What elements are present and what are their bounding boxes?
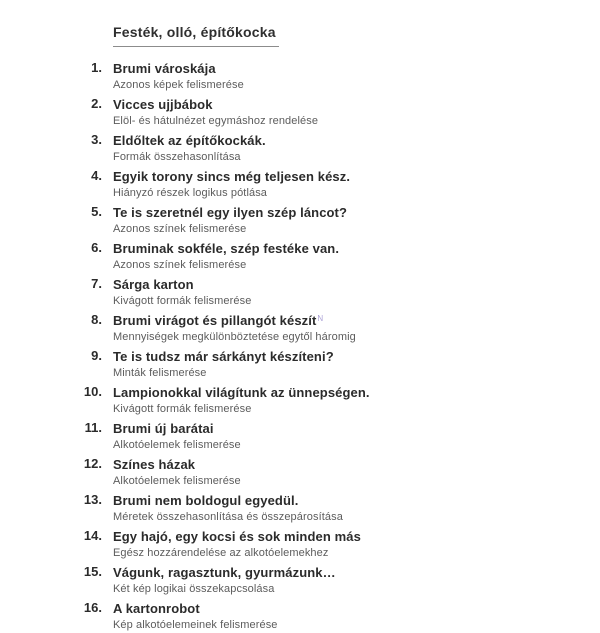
item-title: Te is szeretnél egy ilyen szép láncot?: [113, 205, 348, 220]
item-title-line: [113, 132, 266, 149]
item-title-line: [113, 528, 361, 545]
item-body: [113, 168, 600, 201]
item-title: Egyik torony sincs még teljesen kész.: [113, 169, 351, 184]
item-title: Sárga karton: [113, 277, 194, 292]
item-number: 12.: [83, 456, 102, 471]
toc-list: [0, 60, 600, 633]
item-subtitle: Egész hozzárendelése az alkotóelemekhez: [113, 547, 329, 559]
item-subtitle: Elöl- és hátulnézet egymáshoz rendelése: [113, 115, 319, 127]
toc-item: [0, 348, 600, 381]
item-title: Bruminak sokféle, szép festéke van.: [113, 241, 340, 256]
item-number: 1.: [91, 60, 102, 75]
item-subtitle: Hiányzó részek logikus pótlása: [113, 187, 268, 199]
item-title-line: [113, 348, 334, 365]
item-title: Brumi virágot és pillangót készít: [113, 313, 317, 328]
item-number: 5.: [91, 204, 102, 219]
item-body: [113, 384, 600, 417]
item-subtitle: Azonos színek felismerése: [113, 223, 247, 235]
toc-item: [0, 564, 600, 597]
item-title-line: [113, 456, 195, 473]
item-body: [113, 456, 600, 489]
toc-item: [0, 204, 600, 237]
item-title: Vicces ujjbábok: [113, 97, 213, 112]
item-number: 4.: [91, 168, 102, 183]
item-title: Vágunk, ragasztunk, gyurmázunk…: [113, 565, 336, 580]
item-number: 9.: [91, 348, 102, 363]
item-subtitle: Alkotóelemek felismerése: [113, 475, 241, 487]
item-subtitle: Alkotóelemek felismerése: [113, 439, 241, 451]
item-body: [113, 420, 600, 453]
page-title: Festék, olló, építőkocka: [113, 24, 279, 47]
item-number: 11.: [84, 420, 102, 435]
item-subtitle: Kivágott formák felismerése: [113, 295, 252, 307]
item-subtitle: Formák összehasonlítása: [113, 151, 241, 163]
toc-item: [0, 492, 600, 525]
item-body: [113, 348, 600, 381]
item-title: Színes házak: [113, 457, 196, 472]
item-subtitle: Kép alkotóelemeinek felismerése: [113, 619, 278, 631]
item-body: [113, 492, 600, 525]
item-title: Te is tudsz már sárkányt készíteni?: [113, 349, 334, 364]
item-body: [113, 204, 600, 237]
item-body: [113, 600, 600, 633]
item-body: [113, 60, 600, 93]
item-body: [113, 312, 600, 345]
item-title: Brumi városkája: [113, 61, 216, 76]
item-title-line: [113, 420, 214, 437]
toc-item: [0, 240, 600, 273]
item-subtitle: Minták felismerése: [113, 367, 207, 379]
item-title-line: [113, 276, 194, 293]
item-subtitle: Kivágott formák felismerése: [113, 403, 252, 415]
item-title: Egy hajó, egy kocsi és sok minden más: [113, 529, 361, 544]
print-artifact-mark: N: [317, 314, 324, 323]
toc-item: [0, 276, 600, 309]
item-subtitle: Azonos színek felismerése: [113, 259, 247, 271]
item-title-line: [113, 168, 350, 185]
item-title-line: [113, 60, 216, 77]
item-body: [113, 564, 600, 597]
toc-item: [0, 96, 600, 129]
item-number: 2.: [91, 96, 102, 111]
item-number: 8.: [91, 312, 102, 327]
item-number: 6.: [91, 240, 102, 255]
item-title: Brumi új barátai: [113, 421, 214, 436]
item-body: [113, 528, 600, 561]
item-body: [113, 276, 600, 309]
item-number: 16.: [83, 600, 102, 615]
toc-item: [0, 168, 600, 201]
item-title: A kartonrobot: [113, 601, 200, 616]
item-number: 14.: [83, 528, 102, 543]
item-title-line: [113, 96, 213, 113]
item-body: [113, 240, 600, 273]
item-title: Brumi nem boldogul egyedül.: [113, 493, 299, 508]
item-number: 7.: [91, 276, 102, 291]
item-subtitle: Méretek összehasonlítása és összepárosítása: [113, 511, 343, 523]
item-title-line: [113, 240, 339, 257]
item-number: 13.: [83, 492, 102, 507]
item-title: Lampionokkal világítunk az ünnepségen.: [113, 385, 370, 400]
item-title-line: [113, 312, 323, 329]
item-subtitle: Két kép logikai összekapcsolása: [113, 583, 275, 595]
item-number: 15.: [83, 564, 102, 579]
toc-item: [0, 456, 600, 489]
item-title-line: [113, 492, 298, 509]
item-subtitle: Mennyiségek megkülönböztetése egytől háromig: [113, 331, 356, 343]
toc-item: [0, 132, 600, 165]
item-title-line: [113, 204, 347, 221]
item-number: 3.: [91, 132, 102, 147]
toc-item: [0, 600, 600, 633]
item-number: 10.: [83, 384, 102, 399]
item-title-line: [113, 384, 370, 401]
item-body: [113, 96, 600, 129]
toc-item: [0, 528, 600, 561]
toc-item: [0, 312, 600, 345]
item-title: Eldőltek az építőkockák.: [113, 133, 266, 148]
toc-item: [0, 60, 600, 93]
item-subtitle: Azonos képek felismerése: [113, 79, 244, 91]
item-body: [113, 132, 600, 165]
toc-item: [0, 384, 600, 417]
item-title-line: [113, 564, 336, 581]
item-title-line: [113, 600, 200, 617]
toc-item: [0, 420, 600, 453]
